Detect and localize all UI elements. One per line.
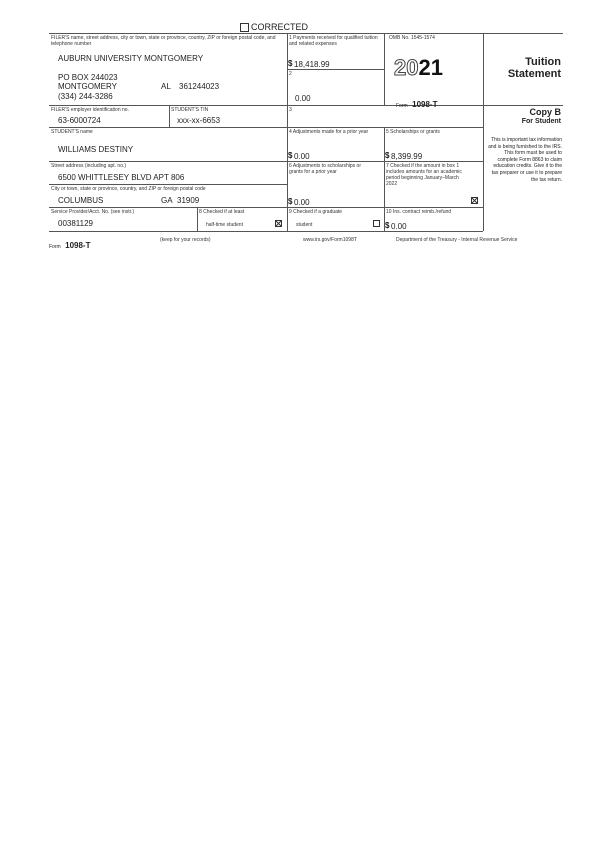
box5-label: 5 Scholarships or grants bbox=[386, 129, 440, 135]
row-line bbox=[49, 184, 287, 185]
omb-form-id bbox=[396, 94, 437, 112]
box5-value: 8,399.99 bbox=[391, 152, 423, 161]
filer-state: AL bbox=[161, 82, 171, 91]
box9-label: 9 Checked if a graduate bbox=[289, 209, 343, 215]
row-line bbox=[49, 105, 563, 106]
form-bottom-border bbox=[49, 231, 483, 232]
box8-checkbox[interactable] bbox=[275, 220, 282, 227]
omb-form-name: 1098-T bbox=[412, 100, 438, 109]
box10-dollar: $ bbox=[385, 221, 390, 230]
year-prefix: 20 bbox=[394, 55, 419, 80]
copy-notice: This is important tax information and is being furnished to the IRS. This form must be used to complete Form 8863 to claim education credits. Give it to the tax preparer or use it to prepare the tax return. bbox=[488, 137, 562, 183]
filer-ein-label: FILER'S employer identification no. bbox=[51, 107, 129, 113]
student-tin: xxx-xx-6653 bbox=[177, 116, 221, 125]
row-line bbox=[49, 127, 483, 128]
student-state: GA bbox=[161, 196, 173, 205]
year-suffix: 21 bbox=[418, 55, 443, 80]
box10-value: 0.00 bbox=[391, 222, 407, 231]
box1-divider bbox=[287, 69, 384, 70]
omb-number: OMB No. 1545-1574 bbox=[389, 35, 435, 41]
student-city-label: City or town, state or province, country, and ZIP or foreign postal code bbox=[51, 186, 206, 192]
box3-label: 3 bbox=[289, 107, 292, 113]
box7-label: 7 Checked if the amount in box 1 includes amounts for an academic period beginning January–March 2022 bbox=[386, 163, 462, 187]
footer-keep: (keep for your records) bbox=[160, 237, 211, 243]
footer-dept: Department of the Treasury - Internal Revenue Service bbox=[396, 237, 518, 243]
box7-checkbox[interactable] bbox=[471, 197, 478, 204]
tax-year bbox=[394, 56, 443, 80]
box10-label: 10 Ins. contract reimb./refund bbox=[386, 209, 452, 215]
col-line bbox=[483, 33, 484, 231]
box9-checkbox[interactable] bbox=[373, 220, 380, 227]
copy-sublabel: For Student bbox=[521, 118, 561, 125]
student-street: 6500 WHITTLESEY BLVD APT 806 bbox=[58, 173, 185, 182]
form-title-line1: Tuition bbox=[525, 56, 561, 68]
filer-address: PO BOX 244023 bbox=[58, 73, 118, 82]
box1-label: 1 Payments received for qualified tuition and related expenses bbox=[289, 35, 378, 47]
student-city: COLUMBUS bbox=[58, 196, 104, 205]
corrected-checkbox[interactable] bbox=[240, 23, 249, 32]
box6-label: 6 Adjustments to scholarships or grants for a prior year bbox=[289, 163, 361, 175]
box2-value: 0.00 bbox=[295, 94, 311, 103]
box4-label: 4 Adjustments made for a prior year bbox=[289, 129, 369, 135]
row-line bbox=[49, 161, 483, 162]
box6-value: 0.00 bbox=[294, 198, 310, 207]
filer-zip: 361244023 bbox=[179, 82, 220, 91]
acct-number: 00381129 bbox=[58, 219, 93, 228]
student-name: WILLIAMS DESTINY bbox=[58, 145, 134, 154]
filer-city: MONTGOMERY bbox=[58, 82, 117, 91]
omb-form-prefix: Form bbox=[396, 103, 408, 109]
box1-dollar: $ bbox=[288, 59, 293, 68]
filer-name: AUBURN UNIVERSITY MONTGOMERY bbox=[58, 54, 204, 63]
student-tin-label: STUDENT'S TIN bbox=[171, 107, 209, 113]
row-line bbox=[49, 207, 483, 208]
col-line bbox=[384, 33, 385, 105]
col-line bbox=[197, 207, 198, 231]
box6-dollar: $ bbox=[288, 197, 293, 206]
acct-label: Service Provider/Acct. No. (see instr.) bbox=[51, 209, 135, 215]
footer-url[interactable]: www.irs.gov/Form1098T bbox=[303, 237, 357, 243]
box8-label: 8 Checked if at least bbox=[199, 209, 245, 215]
filer-phone: (334) 244-3286 bbox=[58, 92, 113, 101]
box1-value: 18,418.99 bbox=[294, 60, 330, 69]
box2-label: 2 bbox=[289, 71, 292, 77]
form-title-line2: Statement bbox=[507, 68, 561, 80]
col-line bbox=[169, 105, 170, 127]
box8-sublabel: half-time student bbox=[206, 222, 243, 228]
box9-sublabel: student bbox=[296, 222, 313, 228]
student-name-label: STUDENT'S name bbox=[51, 129, 93, 135]
copy-label: Copy B bbox=[529, 107, 561, 117]
box4-value: 0.00 bbox=[294, 152, 310, 161]
student-zip: 31909 bbox=[177, 196, 200, 205]
box5-dollar: $ bbox=[385, 151, 390, 160]
footer-form-name: 1098-T bbox=[65, 241, 91, 250]
footer-form-prefix: Form bbox=[49, 244, 61, 250]
filer-ein: 63-6000724 bbox=[58, 116, 101, 125]
corrected-label: CORRECTED bbox=[251, 22, 309, 32]
form-top-border bbox=[49, 33, 563, 34]
student-street-label: Street address (including apt. no.) bbox=[51, 163, 127, 169]
filer-label: FILER'S name, street address, city or town, state or province, country, ZIP or foreign postal code, and telephone number bbox=[51, 35, 276, 47]
col-line bbox=[384, 127, 385, 231]
box4-dollar: $ bbox=[288, 151, 293, 160]
footer-form-id bbox=[49, 235, 90, 253]
